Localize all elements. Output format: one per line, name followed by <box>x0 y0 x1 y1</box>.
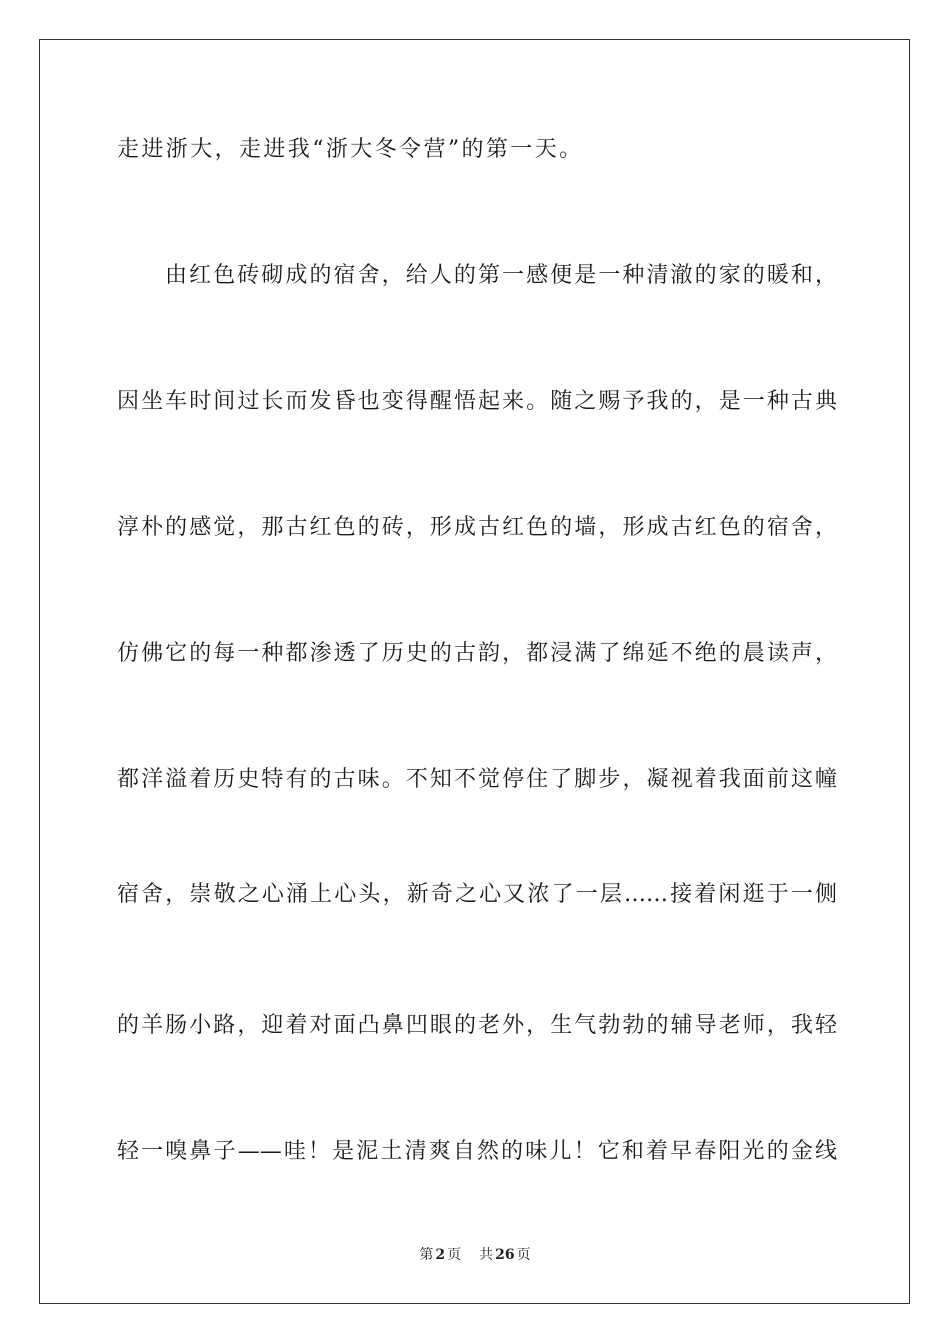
page-number: 2 <box>435 1247 446 1263</box>
total-pages: 26 <box>495 1247 515 1263</box>
text-line-9: 轻一嗅鼻子——哇！是泥土清爽自然的味儿！它和着早春阳光的金线 <box>117 1139 837 1164</box>
text-line-4: 淳朴的感觉，那古红色的砖，形成古红色的墙，形成古红色的宿舍， <box>117 515 837 540</box>
text-line-2: 由红色砖砌成的宿舍，给人的第一感便是一种清澈的家的暖和， <box>165 263 837 288</box>
page-suffix: 页 <box>447 1247 462 1263</box>
page-prefix: 第 <box>419 1247 434 1263</box>
text-line-5: 仿佛它的每一种都渗透了历史的古韵，都浸满了绵延不绝的晨读声， <box>117 641 837 666</box>
page-border <box>39 39 910 1304</box>
text-line-7: 宿舍，崇敬之心涌上心头，新奇之心又浓了一层……接着闲逛于一侧 <box>117 882 837 907</box>
page-footer <box>0 1246 950 1264</box>
text-line-3: 因坐车时间过长而发昏也变得醒悟起来。随之赐予我的，是一种古典 <box>117 389 837 414</box>
total-suffix: 页 <box>516 1247 531 1263</box>
text-line-1: 走进浙大，走进我“浙大冬令营”的第一天。 <box>117 137 584 162</box>
text-line-8: 的羊肠小路，迎着对面凸鼻凹眼的老外，生气勃勃的辅导老师，我轻 <box>117 1013 837 1038</box>
total-prefix: 共 <box>479 1247 494 1263</box>
text-line-6: 都洋溢着历史特有的古味。不知不觉停住了脚步，凝视着我面前这幢 <box>117 767 837 792</box>
